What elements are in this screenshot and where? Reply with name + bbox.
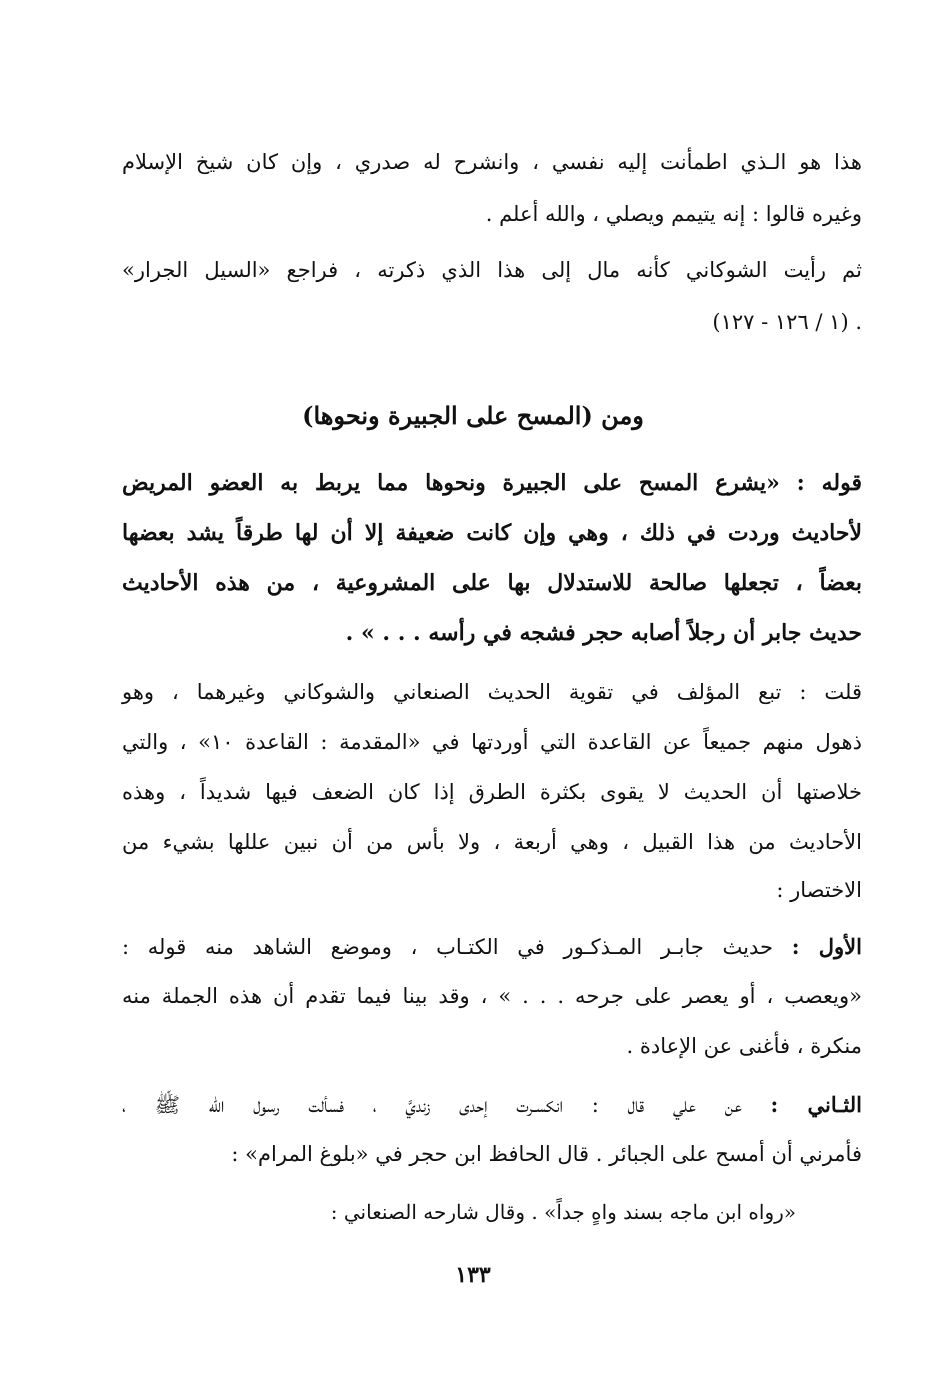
paragraph-line: وغيره قالوا : إنه يتيمم ويصلي ، والله أعلم . [485,202,862,226]
commentary-line: الاختصار : [776,878,862,902]
first-hadith-line: منكرة ، فأغنى عن الإعادة . [626,1034,862,1058]
commentary-line: قلت : تبع المؤلف في تقوية الحديث الصنعاني والشوكاني وغيرهما ، وهو [122,680,862,704]
second-line-text: عن علي قال : انكسـرت إحدى زنديَّ ، فسألت رسول الله ﷺ ، [122,1093,742,1117]
commentary-line: ذهول منهم جميعاً عن القاعدة التي أوردتها في «المقدمة : القاعدة ١٠» ، والتي [122,730,862,754]
paragraph-line: ثم رأيت الشوكاني كأنه مال إلى هذا الذي ذكرته ، فراجع «السيل الجرار» [122,258,862,282]
commentary-line: خلاصتها أن الحديث لا يقوى بكثرة الطرق إذا كان الضعف فيها شديداً ، وهذه [122,780,862,804]
citation-line: «رواه ابن ماجه بسند واهٍ جداً» . وقال شارحه الصنعاني : [330,1200,796,1224]
quote-line: لأحاديث وردت في ذلك ، وهي وإن كانت ضعيفة إلا أن لها طرقاً يشد بعضها [122,520,862,546]
first-lead: الأول : [791,934,862,959]
page-number: ١٣٣ [455,1262,491,1288]
section-heading: ومن (المسح على الجبيرة ونحوها) [302,401,644,430]
paragraph-line: (١ / ١٢٦ - ١٢٧) . [712,310,862,334]
first-hadith-line: «ويعصب ، أو يعصر على جرحه . . . » ، وقد بينا فيما تقدم أن هذه الجملة منه [122,984,862,1008]
quote-line: حديث جابر أن رجلاً أصابه حجر فشجه في رأسه . . . » . [345,620,862,646]
second-hadith-line [122,1092,862,1118]
first-hadith-line [122,934,862,960]
first-line-text: حديث جابـر المـذكـور في الكتـاب ، وموضع الشاهد منه قوله : [122,935,773,959]
second-hadith-line: فأمرني أن أمسح على الجبائر . قال الحافظ ابن حجر في «بلوغ المرام» : [231,1142,862,1166]
quote-line: قوله : «يشرع المسح على الجبيرة ونحوها مما يربط به العضو المريض [122,470,862,496]
second-lead: الثـاني : [770,1092,862,1117]
commentary-line: الأحاديث من هذا القبيل ، وهي أربعة ، ولا بأس من أن نبين عللها بشيء من [122,830,862,854]
quote-line: بعضاً ، تجعلها صالحة للاستدلال بها على المشروعية ، من هذه الأحاديث [122,570,862,596]
paragraph-line: هذا هو الـذي اطمأنت إليه نفسي ، وانشرح له صدري ، وإن كان شيخ الإسلام [122,150,862,174]
